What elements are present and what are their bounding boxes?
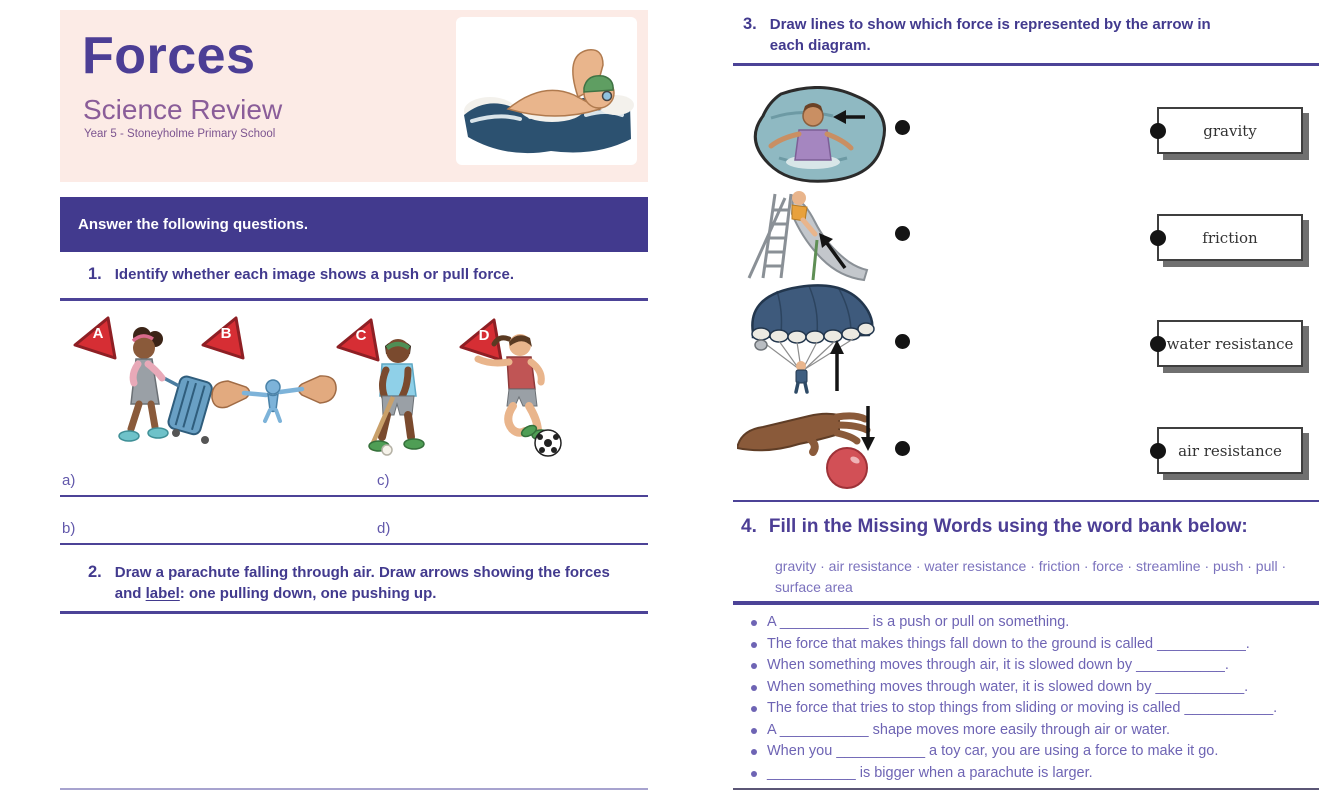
parachute-diagram (739, 281, 889, 400)
question-1-number: 1. (88, 265, 102, 283)
slide-diagram (745, 188, 895, 290)
figure-label-b (200, 315, 246, 361)
school-line: Year 5 - Stoneyholme Primary School (84, 128, 276, 140)
sentence: When you ___________ a toy car, you are using a force to make it go. (747, 741, 1317, 763)
option-box-water-resistance (1157, 320, 1303, 367)
hands-stretching-figure-icon (210, 366, 338, 433)
figure-letter: B (220, 325, 232, 342)
water-wading-diagram (751, 86, 896, 191)
answer-label-b: b) (62, 520, 76, 537)
option-dot (1150, 230, 1166, 246)
answer-line (60, 495, 648, 497)
option-label: friction (1202, 228, 1258, 247)
figure-letter: D (478, 327, 490, 344)
option-box-friction (1157, 214, 1303, 261)
figure-label-a (72, 315, 118, 361)
question-4-number: 4. (741, 516, 757, 537)
question-2-text-part1: Draw a parachute falling through air. Draw arrows showing the forces and (114, 564, 610, 602)
figure-letter: A (92, 325, 104, 342)
hockey-child-icon (356, 334, 434, 461)
question-4-title: Fill in the Missing Words using the word bank below: (768, 516, 1248, 537)
page-subtitle: Science Review (83, 94, 283, 125)
drawing-area-bottom-line (60, 788, 648, 790)
divider-line (733, 63, 1319, 66)
swimmer-icon (456, 17, 637, 165)
question-2-text (115, 562, 627, 604)
worksheet-header (60, 10, 648, 182)
page-title: Forces (82, 27, 256, 85)
divider-line (733, 601, 1319, 605)
answer-label-c: c) (377, 472, 390, 489)
sentence: A ___________ shape moves more easily through air or water. (747, 720, 1317, 742)
sentence: The force that tries to stop things from sliding or moving is called ___________. (747, 698, 1317, 720)
divider-line (60, 298, 648, 301)
option-dot (1150, 336, 1166, 352)
kicking-girl-icon (465, 331, 565, 462)
match-dot (895, 120, 910, 135)
instructions-text: Answer the following questions. (78, 216, 309, 233)
instructions-banner (60, 197, 648, 252)
question-2-underlined-word: label (145, 585, 180, 602)
answer-line (60, 543, 648, 545)
answer-label-d: d) (377, 520, 391, 537)
sentence: When something moves through air, it is slowed down by ___________. (747, 655, 1317, 677)
question-2-number: 2. (88, 563, 102, 581)
question-1-figures (60, 310, 648, 460)
fill-in-sentences (747, 612, 1317, 784)
option-label: air resistance (1178, 441, 1282, 460)
sentence: ___________ is bigger when a parachute is larger. (747, 763, 1317, 785)
divider-line (60, 611, 648, 614)
swimmer-illustration (456, 17, 637, 165)
option-dot (1150, 123, 1166, 139)
question-2-heading (88, 562, 627, 604)
option-label: water resistance (1166, 334, 1294, 353)
page-bottom-line (733, 788, 1319, 790)
word-bank: gravity · air resistance · water resistance · friction · force · streamline · push · pull · surface area (775, 558, 1287, 595)
option-box-air-resistance (1157, 427, 1303, 474)
question-1-heading (88, 264, 514, 285)
match-dot (895, 334, 910, 349)
right-page (733, 0, 1319, 797)
question-1-text: Identify whether each image shows a push or pull force. (114, 266, 515, 283)
question-4-heading (741, 516, 1248, 538)
divider-line (733, 500, 1319, 502)
option-box-gravity (1157, 107, 1303, 154)
sentence: A ___________ is a push or pull on something. (747, 612, 1317, 634)
match-dot (895, 441, 910, 456)
figure-letter: C (355, 327, 367, 344)
hand-ball-diagram (737, 400, 899, 495)
girl-pulling-suitcase-icon (118, 326, 213, 453)
left-page (60, 0, 648, 797)
question-3-text: Draw lines to show which force is represented by the arrow in each diagram. (769, 16, 1211, 54)
question-3-number: 3. (743, 15, 757, 33)
match-dot (895, 226, 910, 241)
question-3-heading (743, 14, 1240, 56)
option-label: gravity (1203, 121, 1257, 140)
option-dot (1150, 443, 1166, 459)
question-2-text-part2: : one pulling down, one pushing up. (179, 585, 437, 602)
answer-label-a: a) (62, 472, 76, 489)
sentence: When something moves through water, it is slowed down by ___________. (747, 677, 1317, 699)
sentence: The force that makes things fall down to the ground is called ___________. (747, 634, 1317, 656)
